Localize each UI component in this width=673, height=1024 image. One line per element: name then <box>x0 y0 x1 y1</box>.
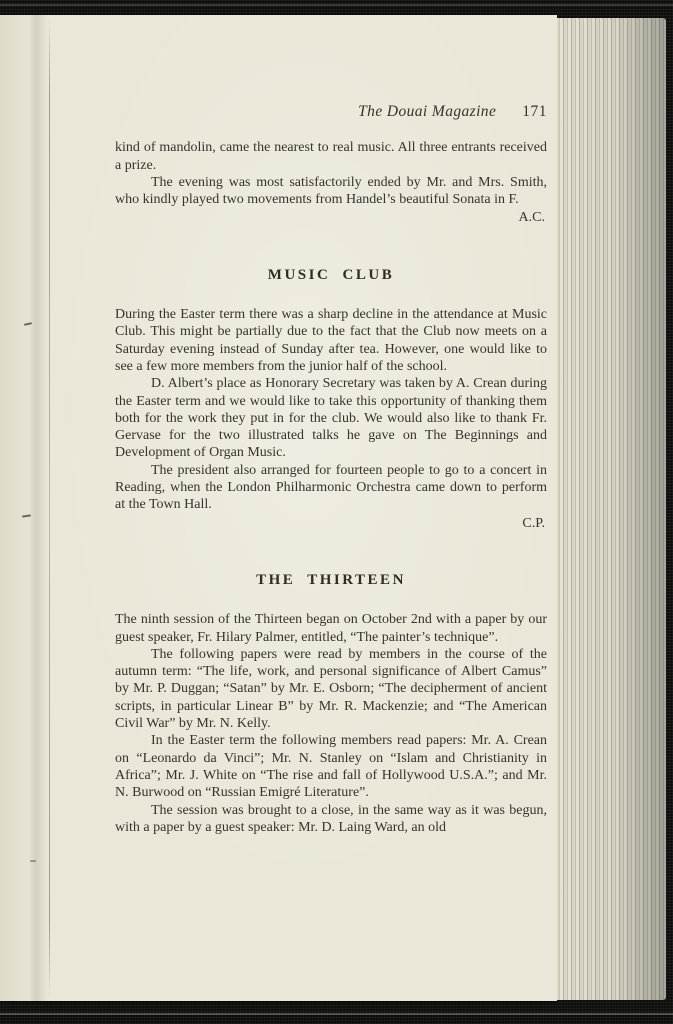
paragraph: The following papers were read by members in the course of the autumn term: “The life, work, and personal significance of Albert Camus” by Mr. P. Duggan; “Satan” by Mr. E. Osborn; “The decipherment of ancient scripts, in particular Linear B” by Mr. R. Mackenzie; and “The American Civil War” by Mr. N. Kelly. <box>115 646 547 732</box>
binding-gutter-shadow <box>0 15 64 1001</box>
journal-title: The Douai Magazine <box>358 103 497 120</box>
paragraph: kind of mandolin, came the nearest to real music. All three entrants received a prize. <box>115 140 547 173</box>
author-initials: A.C. <box>518 210 545 226</box>
cover-seam-bottom <box>0 1013 673 1015</box>
paragraph: The evening was most satisfactorily ended by Mr. and Mrs. Smith, who kindly played two movements from Handel’s beautiful Sonata in F. <box>115 174 547 208</box>
page-content <box>115 103 547 836</box>
cover-seam-top <box>0 4 673 6</box>
running-header <box>115 103 547 120</box>
margin-mark <box>30 860 36 862</box>
page-number: 171 <box>522 103 547 120</box>
paragraph: The session was brought to a close, in the same way as it was begun, with a paper by a guest speaker: Mr. D. Laing Ward, an old <box>115 802 547 835</box>
section-heading: THE THIRTEEN <box>256 571 406 588</box>
section-the-thirteen <box>115 572 547 836</box>
paragraph: During the Easter term there was a sharp decline in the attendance at Music Club. This might be partially due to the fact that the Club now meets on a Saturday evening instead of Sunday after tea. However, one would like to see a few more members from the junior half of the school. <box>115 307 547 374</box>
paragraph: D. Albert’s place as Honorary Secretary was taken by A. Crean during the Easter term and we would like to take this opportunity of thanking them both for the work they put in for the club. We would also like to thank Fr. Gervase for the two illustrated talks he gave on The Beginnings and Development of Organ Music. <box>115 376 547 461</box>
section-music-club <box>115 267 547 532</box>
paragraph: The president also arranged for fourteen people to go to a concert in Reading, when the London Philharmonic Orchestra came down to perform at the Town Hall. <box>115 462 547 513</box>
section-continued-article <box>115 139 547 226</box>
binding-crease-line <box>49 15 50 1001</box>
section-heading: MUSIC CLUB <box>267 266 395 283</box>
author-initials: C.P. <box>522 515 545 531</box>
paragraph: The ninth session of the Thirteen began on October 2nd with a paper by our guest speaker, Fr. Hilary Palmer, entitled, “The painter’s technique”. <box>115 612 547 645</box>
paragraph: In the Easter term the following members read papers: Mr. A. Crean on “Leonardo da Vinci”; Mr. N. Stanley on “Islam and Christianity in Africa”; Mr. J. White on “The rise and fall of Hollywood U.S.A.”; and Mr. N. Burwood on “Russian Emigré Literature”. <box>115 733 547 801</box>
book-page <box>0 15 557 1001</box>
page-edges-stack <box>552 18 666 1000</box>
